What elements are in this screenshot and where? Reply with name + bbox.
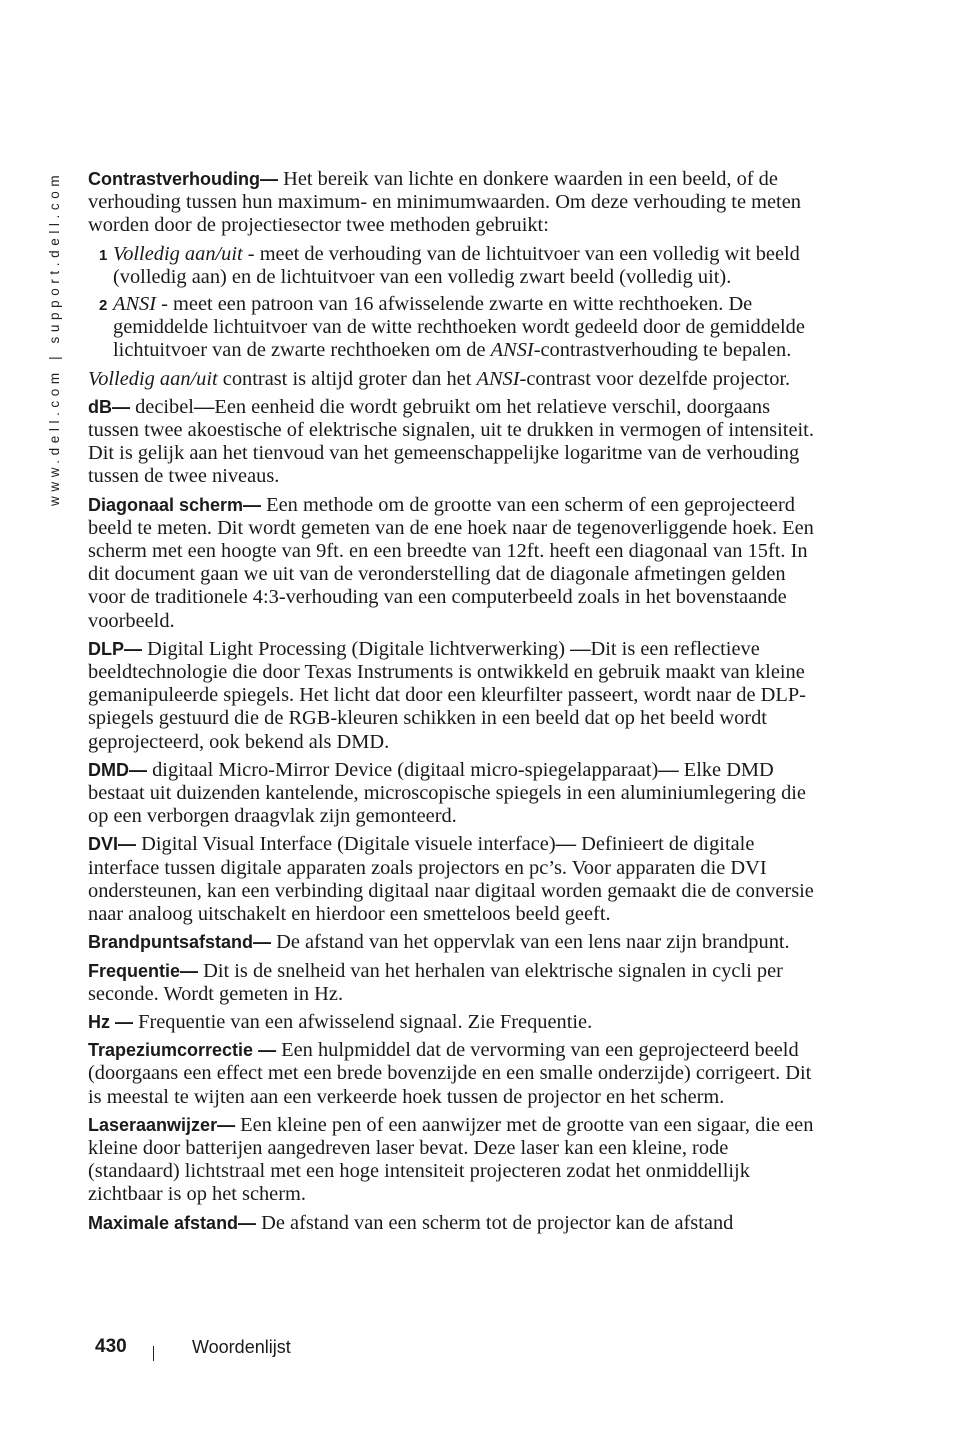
term-db: dB— (88, 396, 130, 417)
term-dvi: DVI— (88, 834, 137, 855)
method-description: - meet een patroon van 16 afwisselende zwarte en witte rechthoeken. De gemiddelde lichtuitvoer van de witte rechthoeken wordt gedeeld door de gemiddelde lichtuitvoer van de zwarte rechthoeken om de (113, 293, 805, 362)
term-brandpuntsafstand: Brandpuntsafstand— (88, 932, 272, 953)
definition-dlp-1: Digital Light Processing (Digitale lichtverwerking) (142, 637, 571, 660)
sidebar-url: www.dell.com | support.dell.com (47, 171, 62, 507)
note-em-1: Volledig aan/uit (88, 367, 218, 390)
entry-contrastverhouding (88, 168, 824, 238)
method-name-inline: ANSI (490, 339, 534, 362)
method-name: ANSI (113, 293, 157, 316)
term-maximale-afstand: Maximale afstand— (88, 1212, 257, 1233)
definition-dmd-dash: — (658, 758, 679, 781)
definition-dmd-2: Elke DMD bestaat uit duizenden kantelende, microscopische spiegels in een aluminiumlegering die op een verborgen draagvlak zijn gemonteerd. (88, 758, 806, 828)
entry-hz (88, 1011, 824, 1034)
note-text-1: contrast is altijd groter dan het (217, 367, 477, 390)
entry-dlp (88, 638, 824, 754)
definition-dlp-2: Dit is een reflectieve beeldtechnologie die door Texas Instruments is ontwikkeld en gebruik maakt van kleine gemanipuleerde spiegels. Het licht dat door een kleurfilter passeert, wordt naar de DLP-spiegels gestuurd die de RGB-kleuren schikken in een beeld dat op het beeld wordt geprojecteerd, ook bekend als DMD. (88, 637, 806, 753)
definition-db-dash: — (193, 395, 215, 418)
definition-dlp-dash: — (570, 637, 591, 660)
method-description: - meet de verhouding van de lichtuitvoer van een volledig wit beeld (volledig aan) en de lichtuitvoer van een volledig zwart beeld (volledig uit). (113, 242, 800, 288)
page-number: 430 (95, 1336, 127, 1357)
term-frequentie: Frequentie— (88, 960, 199, 981)
term-hz: Hz — (88, 1011, 133, 1032)
definition-db-1: decibel (130, 395, 194, 418)
contrast-method-list (88, 243, 824, 363)
entry-laseraanwijzer (88, 1114, 824, 1207)
definition-dvi-1: Digital Visual Interface (Digitale visuele interface) (136, 833, 556, 856)
entry-brandpuntsafstand (88, 931, 824, 954)
note-text-2: -contrast voor dezelfde projector. (519, 367, 791, 390)
contrast-note (88, 368, 824, 391)
definition-diagonaal-scherm: Een methode om de grootte van een scherm of een geprojecteerd beeld te meten. Dit wordt gemeten van de ene hoek naar de tegenoverliggende hoek. Een scherm met een hoogte van 9ft. en een breedte van 12ft. heeft een diagonaal van 15ft. In dit document gaan we uit van de veronderstelling dat de diagonale afmetingen gelden voor de traditionele 4:3-verhouding van een computerbeeld zoals in het bovenstaande voorbeeld. (88, 493, 814, 632)
definition-contrastverhouding: Het bereik van lichte en donkere waarden in een beeld, of de verhouding tussen hun maximum- en minimumwaarden. Om deze verhouding te meten worden door de projectiesector twee methoden gebruikt: (88, 168, 801, 237)
definition-frequentie: Dit is de snelheid van het herhalen van elektrische signalen in cycli per seconde. Wordt gemeten in Hz. (88, 959, 783, 1005)
term-dlp: DLP— (88, 638, 142, 659)
list-number: 2 (99, 297, 108, 315)
method-name: Volledig aan/uit (113, 242, 243, 265)
note-em-2: ANSI (476, 367, 520, 390)
definition-laseraanwijzer: Een kleine pen of een aanwijzer met de grootte van een sigaar, die een kleine door batterijen aangedreven laser bevat. Deze laser kan een kleine, rode (standaard) lichtstraal met een hoge intensiteit projecteren zodat het onmiddellijk zichtbaar is op het scherm. (88, 1113, 814, 1206)
definition-dvi-dash: — (555, 833, 577, 856)
glossary-content (88, 168, 824, 1240)
entry-dvi (88, 833, 824, 926)
entry-trapeziumcorrectie (88, 1039, 824, 1109)
section-title: Woordenlijst (192, 1337, 291, 1357)
entry-frequentie (88, 960, 824, 1006)
definition-dmd-1: digitaal Micro-Mirror Device (digitaal micro-spiegelapparaat) (147, 758, 659, 781)
term-trapeziumcorrectie: Trapeziumcorrectie — (88, 1040, 277, 1061)
entry-maximale-afstand (88, 1212, 824, 1235)
definition-dvi-2: Definieert de digitale interface tussen digitale apparaten zoals projectors en pc’s. Voor apparaten die DVI ondersteunen, kan een verbinding digitaal naar digitaal worden gemaakt die de conversie naar analoog uitschakelt en hierdoor een smetteloos beeld geeft. (88, 833, 814, 926)
term-dmd: DMD— (88, 759, 147, 780)
list-item (88, 293, 824, 363)
term-diagonaal-scherm: Diagonaal scherm— (88, 494, 262, 515)
footer-divider (153, 1346, 154, 1361)
term-laseraanwijzer: Laseraanwijzer— (88, 1114, 236, 1135)
definition-trapeziumcorrectie: Een hulpmiddel dat de vervorming van een geprojecteerd beeld (doorgaans een effect met een brede bovenzijde en een smalle onderzijde) corrigeert. Dit is meestal te wijten aan een verkeerde hoek tussen de projector en het scherm. (88, 1039, 812, 1108)
entry-dmd (88, 759, 824, 829)
entry-db (88, 396, 824, 489)
definition-brandpuntsafstand: De afstand van het oppervlak van een lens naar zijn brandpunt. (271, 931, 790, 954)
entry-diagonaal-scherm (88, 494, 824, 633)
list-item (88, 243, 824, 289)
definition-hz: Frequentie van een afwisselend signaal. Zie Frequentie. (133, 1010, 593, 1033)
method-description-end: -contrastverhouding te bepalen. (533, 339, 792, 362)
definition-maximale-afstand: De afstand van een scherm tot de projector kan de afstand (256, 1211, 734, 1234)
list-number: 1 (99, 246, 108, 264)
term-contrastverhouding: Contrastverhouding— (88, 169, 279, 189)
definition-db-2: Een eenheid die wordt gebruikt om het relatieve verschil, doorgaans tussen twee akoestische of elektrische signalen, uit te drukken in vermogen of intensiteit. Dit is gelijk aan het tienvoud van het gemeenschappelijke logaritme van de verhouding tussen de twee niveaus. (88, 395, 814, 488)
